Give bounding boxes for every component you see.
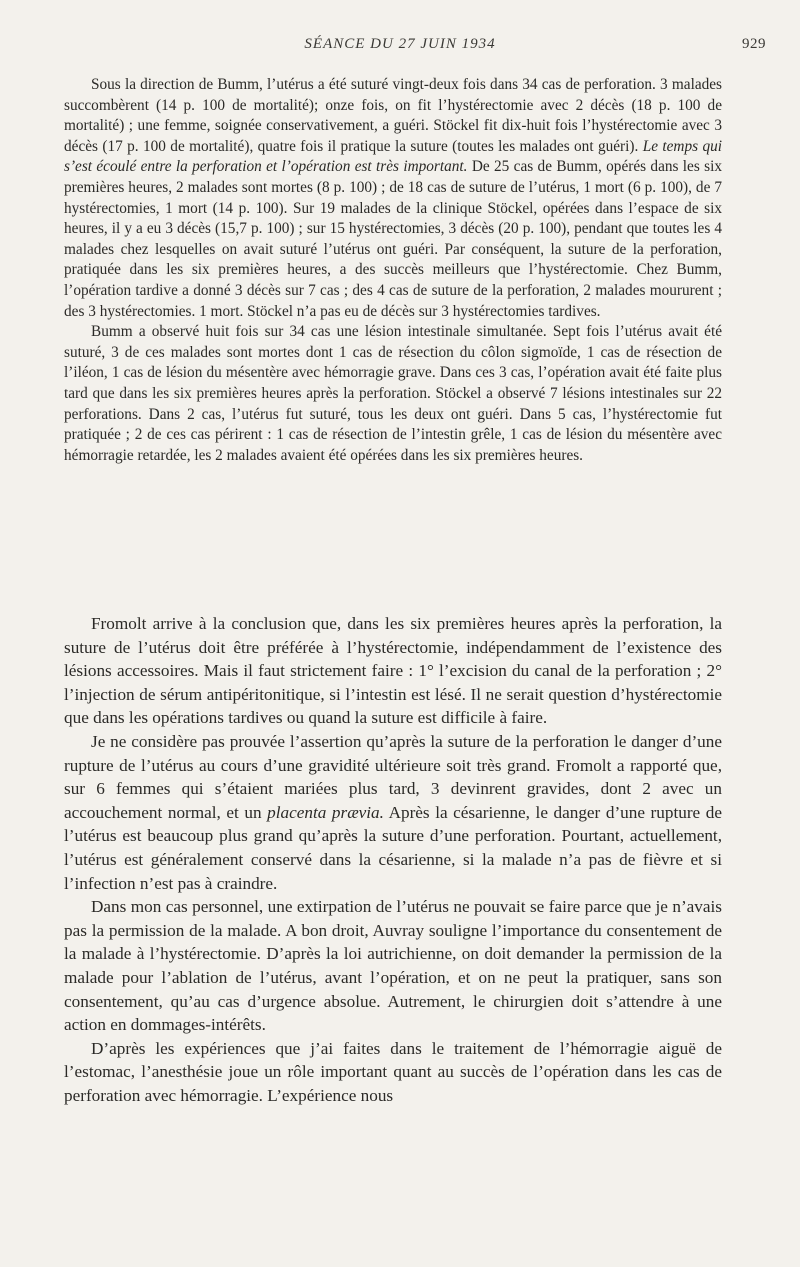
small-paragraph-1-text-a: Sous la direction de Bumm, l’utérus a été suturé vingt-deux fois dans 34 cas de perforation. 3 malades succombèrent (14 p. 100 de mortalité); onze fois, on fit l’hystérectomie avec 2 décès (18 p. 100 de mortalité) ; une femme, soignée conservativement, a guéri. Stöckel fit dix-huit fois l’hystérectomie avec 3 décès (17 p. 100 de mortalité), quatre fois il pratique la suture (toutes les malades ont guéri). <box>64 76 722 155</box>
small-paragraph-1-italic: Le temps qui s’est écoulé entre la perforation et l’opération est très important. <box>64 137 722 176</box>
main-paragraph-1: Fromolt arrive à la conclusion que, dans les six premières heures après la perforation, la suture de l’utérus doit être préférée à l’hystérectomie, indépendamment de l’existence des lésions accessoires. Mais il faut strictement faire : 1° l’excision du canal de la perforation ; 2° l’injection de sérum antipéritonitique, si l’intestin est lésé. Il ne serait question d’hystérectomie que dans les opérations tardives ou quand la suture est difficile à faire. <box>64 614 722 728</box>
main-paragraph-2-italic: placenta prævia. <box>267 802 384 822</box>
small-paragraph-2: Bumm a observé huit fois sur 34 cas une lésion intestinale simultanée. Sept fois l’utérus avait été suturé, 3 de ces malades sont mortes dont 1 cas de résection du côlon sigmoïde, 1 cas de résection de l’iléon, 1 cas de lésion du mésentère avec hémorragie grave. Dans ces 3 cas, l’opération avait été faite plus tard que dans les six premières heures après la perforation. Stöckel a observé 7 lésions intestinales sur 22 perforations. Dans 2 cas, l’utérus fut suturé, tous les deux ont guéri. Dans 5 cas, l’hystérectomie fut pratiquée ; 2 de ces cas périrent : 1 cas de résection de l’intestin grêle, 1 cas de lésion du mésentère avec hémorragie retardée, les 2 malades avaient été opérées dans les six premières heures. <box>64 323 722 464</box>
small-paragraph-1-text-b: De 25 cas de Bumm, opérés dans les six premières heures, 2 malades sont mortes (8 p. 100) ; de 18 cas de suture de l’utérus, 1 mort (6 p. 100), de 7 hystérectomies, 1 mort (14 p. 100). Sur 19 malades de la clinique Stöckel, opérées dans l’espace de six heures, il y a eu 3 décès (15,7 p. 100) ; sur 15 hystérectomies, 3 décès (20 p. 100), pendant que toutes les 4 malades chez lesquelles on avait suturé l’utérus ont guéri. Par conséquent, la suture de la perforation, pratiquée dans les six premières heures, a des succès meilleurs que l’hystérectomie. Chez Bumm, l’opération tardive a donné 3 décès sur 7 cas ; des 4 cas de suture de la perforation, 2 malades moururent ; des 3 hystérectomies. 1 mort. Stöckel n’a pas eu de décès sur 3 hystérectomies tardives. <box>64 158 722 320</box>
main-paragraph-2-text-b: Après la césarienne, le danger d’une rupture de l’utérus est beaucoup plus grand qu’après la suture d’une perforation. Pourtant, actuellement, l’utérus est généralement conservé dans la césarienne, si la malade n’a pas de fièvre et si l’infection n’est pas à craindre. <box>64 802 722 893</box>
small-print-section <box>64 75 722 466</box>
main-paragraph-2 <box>64 730 722 895</box>
page-header <box>0 36 800 60</box>
page-number: 929 <box>742 36 766 52</box>
main-text-section <box>64 612 722 1107</box>
running-head: SÉANCE DU 27 JUIN 1934 <box>304 36 496 52</box>
main-paragraph-4: D’après les expériences que j’ai faites dans le traitement de l’hémorragie aiguë de l’estomac, l’anesthésie joue un rôle important quant au succès de l’opération dans les cas de perforation avec hémorragie. L’expérience nous <box>64 1038 722 1105</box>
main-paragraph-3: Dans mon cas personnel, une extirpation de l’utérus ne pouvait se faire parce que je n’avais pas la permission de la malade. A bon droit, Auvray souligne l’importance du consentement de la malade à l’hystérectomie. D’après la loi autrichienne, on doit demander la permission de la malade pour l’ablation de l’utérus, avant l’opération, et on ne peut la pratiquer, sans son consentement, qu’au cas d’urgence absolue. Autrement, le chirurgien doit s’attendre à une action en dommages-intérêts. <box>64 897 722 1035</box>
main-paragraph-2-text-a: Je ne considère pas prouvée l’assertion qu’après la suture de la perforation le danger d’une rupture de l’utérus au cours d’une gravidité ultérieure soit très grand. Fromolt a rapporté que, sur 6 femmes qui s’étaient mariées plus tard, 3 devinrent gravides, dont 2 avec un accouchement normal, et un <box>64 731 722 822</box>
small-paragraph-1 <box>64 75 722 322</box>
